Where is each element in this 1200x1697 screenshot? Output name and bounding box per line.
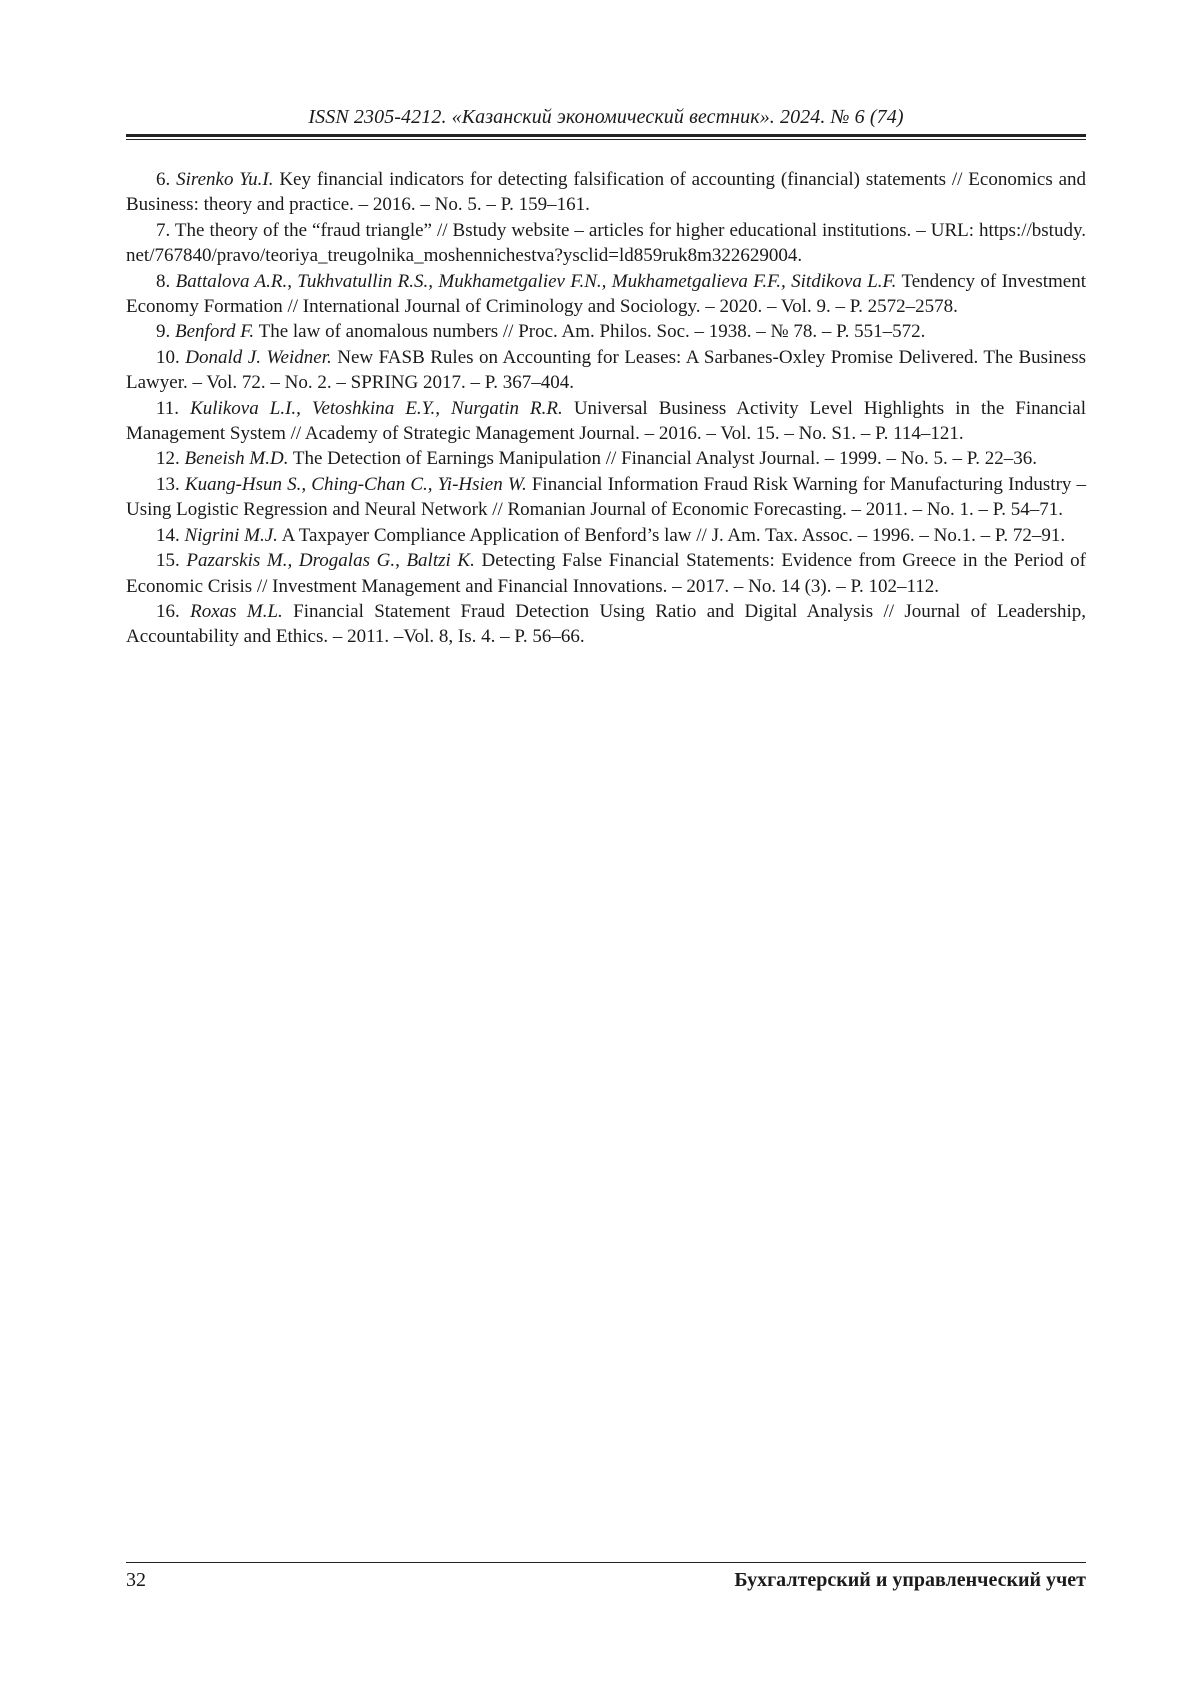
reference-authors: Sirenko Yu.I. <box>176 169 274 190</box>
reference-number: 14. <box>156 524 180 546</box>
header-rule-thick <box>126 134 1086 137</box>
reference-text: A Taxpayer Compliance Application of Benford’s law // J. Am. Tax. Assoc. – 1996. – No.1. – P. 72–91. <box>281 524 1066 546</box>
reference-list <box>126 167 1086 650</box>
reference-text: Tendency of Investment Economy Formation // International Journal of Criminology and Sociology. – 2020. – Vol. 9. – P. 2572–2578. <box>126 270 1086 318</box>
reference-text: The theory of the “fraud triangle” // Bstudy website – articles for higher educational institutions. – URL: https://bstudy.net/767840/pravo/teoriya_treugolnika_moshennichestva?ysclid=ld859ruk8m322629004. <box>126 219 1086 267</box>
reference-item-9 <box>126 319 1086 344</box>
reference-text: New FASB Rules on Accounting for Leases: A Sarbanes-Oxley Promise Delivered. The Business Lawyer. – Vol. 72. – No. 2. – SPRING 2017. – P. 367–404. <box>126 346 1087 394</box>
reference-number: 13. <box>156 473 180 495</box>
running-head: ISSN 2305-4212. «Казанский экономический вестник». 2024. № 6 (74) <box>308 106 904 128</box>
reference-item-11 <box>126 396 1086 447</box>
reference-text: Financial Information Fraud Risk Warning for Manufacturing Industry – Using Logistic Regression and Neural Network // Romanian Journal of Economic Forecasting. – 2011. – No. 1. – P. 54–71. <box>126 473 1087 521</box>
reference-authors: Pazarskis M., Drogalas G., Baltzi K. <box>186 550 475 572</box>
reference-text: Detecting False Financial Statements: Evidence from Greece in the Period of Economic Crisis // Investment Management and Financial Innovations. – 2017. – No. 14 (3). – P. 102–112. <box>126 550 1086 597</box>
reference-item-6 <box>126 167 1086 218</box>
reference-item-16 <box>126 599 1086 650</box>
reference-number: 7. <box>156 219 171 241</box>
reference-authors: Donald J. Weidner. <box>185 346 332 368</box>
reference-item-12 <box>126 446 1086 471</box>
reference-number: 15. <box>156 550 180 572</box>
reference-authors: Roxas M.L. <box>190 600 283 622</box>
reference-item-10 <box>126 345 1086 396</box>
reference-number: 16. <box>156 600 180 622</box>
reference-text: Universal Business Activity Level Highlights in the Financial Management System // Academy of Strategic Management Journal. – 2016. – Vol. 15. – No. S1. – P. 114–121. <box>126 397 1087 445</box>
reference-text: Financial Statement Fraud Detection Using Ratio and Digital Analysis // Journal of Leadership, Accountability and Ethics. – 2011. –Vol. 8, Is. 4. – P. 56–66. <box>126 600 1086 648</box>
reference-number: 8. <box>156 270 171 292</box>
reference-item-14 <box>126 523 1086 548</box>
reference-number: 9. <box>156 321 171 343</box>
reference-number: 10. <box>156 346 180 368</box>
header-rule-thin <box>126 139 1086 140</box>
reference-authors: Benford F. <box>175 321 255 343</box>
page-number: 32 <box>126 1569 146 1591</box>
reference-authors: Battalova A.R., Tukhvatullin R.S., Mukhametgaliev F.N., Mukhametgalieva F.F., Sitdikova L.F. <box>175 270 897 292</box>
reference-authors: Kuang-Hsun S., Ching-Chan C., Yi-Hsien W. <box>184 473 527 495</box>
reference-item-13 <box>126 472 1086 523</box>
reference-number: 11. <box>156 397 180 419</box>
reference-authors: Kulikova L.I., Vetoshkina E.Y., Nurgatin R.R. <box>190 397 563 419</box>
reference-text: The Detection of Earnings Manipulation // Financial Analyst Journal. – 1999. – No. 5. – P. 22–36. <box>292 448 1037 470</box>
reference-text: Key financial indicators for detecting falsification of accounting (financial) statements // Economics and Business: theory and practice. – 2016. – No. 5. – P. 159–161. <box>126 169 1087 216</box>
journal-section-title: Бухгалтерский и управленческий учет <box>734 1569 1086 1591</box>
reference-item-7 <box>126 218 1086 269</box>
reference-number: 12. <box>156 448 180 470</box>
reference-item-15 <box>126 548 1086 599</box>
reference-number: 6. <box>156 169 171 190</box>
reference-authors: Beneish M.D. <box>184 448 289 470</box>
reference-authors: Nigrini M.J. <box>184 524 278 546</box>
reference-item-8 <box>126 269 1086 320</box>
reference-text: The law of anomalous numbers // Proc. Am. Philos. Soc. – 1938. – № 78. – P. 551–572. <box>258 321 926 343</box>
footer-rule <box>126 1562 1086 1563</box>
